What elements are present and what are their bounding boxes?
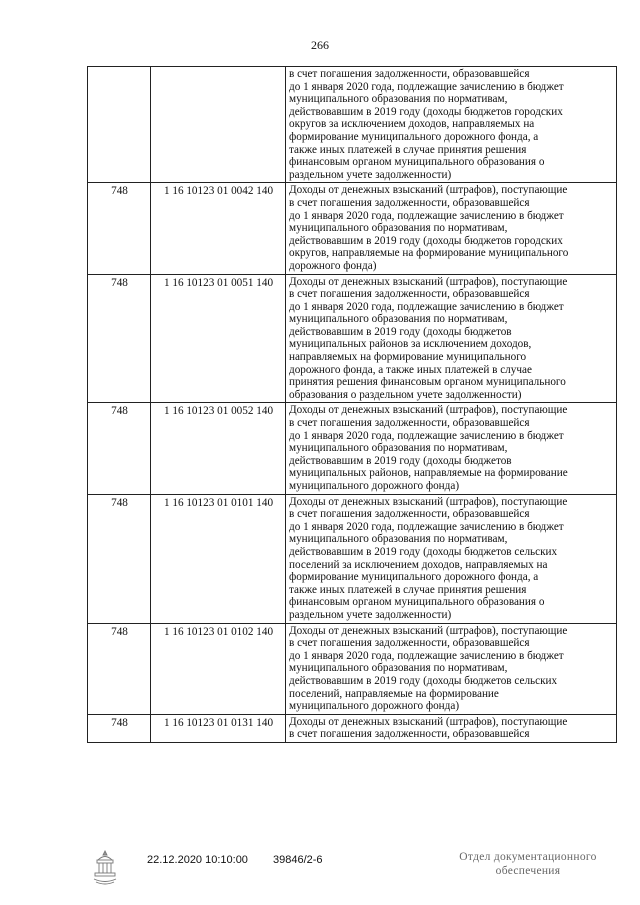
admin-code-cell [88,67,151,183]
table-row [88,623,617,714]
table-row [88,67,617,183]
page-number: 266 [311,38,329,52]
emblem-icon [90,848,120,886]
admin-code-cell: 748 [88,494,151,623]
kbk-code-cell: 1 16 10123 01 0051 140 [151,274,286,403]
admin-code-cell: 748 [88,714,151,742]
admin-code-cell: 748 [88,183,151,274]
kbk-code-cell: 1 16 10123 01 0131 140 [151,714,286,742]
table-row [88,714,617,742]
table-row [88,494,617,623]
table-row [88,274,617,403]
admin-code-cell: 748 [88,403,151,494]
table-row [88,403,617,494]
kbk-code-cell [151,67,286,183]
description-cell: в счет погашения задолженности, образовавшейся до 1 января 2020 года, подлежащие зачислению в бюджет муниципального образования по нормативам, действовавшим в 2019 году (доходы бюджетов городских округов за исключением доходов, направляемых на формирование муниципального дорожного фонда, а также иных платежей в случае принятия решения финансовым органом муниципального образования о раздельном учете задолженности) [286,67,617,183]
kbk-code-cell: 1 16 10123 01 0042 140 [151,183,286,274]
description-cell: Доходы от денежных взысканий (штрафов), поступающие в счет погашения задолженности, образовавшейся до 1 января 2020 года, подлежащие зачислению в бюджет муниципального образования по нормативам, действовавшим в 2019 году (доходы бюджетов сельских поселений за исключением доходов, направляемых на формирование муниципального дорожного фонда, а также иных платежей в случае принятия решения финансовым органом муниципального образования о раздельном учете задолженности) [286,494,617,623]
description-cell: Доходы от денежных взысканий (штрафов), поступающие в счет погашения задолженности, образовавшейся до 1 января 2020 года, подлежащие зачислению в бюджет муниципального образования по нормативам, действовавшим в 2019 году (доходы бюджетов городских округов, направляемые на формирование муниципального дорожного фонда) [286,183,617,274]
stamp-datetime: 22.12.2020 10:10:00 [147,854,248,866]
description-cell: Доходы от денежных взысканий (штрафов), поступающие в счет погашения задолженности, образовавшейся до 1 января 2020 года, подлежащие зачислению в бюджет муниципального образования по нормативам, действовавшим в 2019 году (доходы бюджетов муниципальных районов, направляемые на формирование муниципального дорожного фонда) [286,403,617,494]
table-row [88,183,617,274]
description-cell: Доходы от денежных взысканий (штрафов), поступающие в счет погашения задолженности, образовавшейся до 1 января 2020 года, подлежащие зачислению в бюджет муниципального образования по нормативам, действовавшим в 2019 году (доходы бюджетов сельских поселений, направляемые на формирование муниципального дорожного фонда) [286,623,617,714]
kbk-code-cell: 1 16 10123 01 0101 140 [151,494,286,623]
admin-code-cell: 748 [88,623,151,714]
admin-code-cell: 748 [88,274,151,403]
description-cell: Доходы от денежных взысканий (штрафов), поступающие в счет погашения задолженности, образовавшейся [286,714,617,742]
stamp-doc-code: 39846/2-6 [273,854,323,866]
kbk-code-cell: 1 16 10123 01 0102 140 [151,623,286,714]
revenue-codes-table [87,66,617,743]
table-body [88,67,617,743]
description-cell: Доходы от денежных взысканий (штрафов), поступающие в счет погашения задолженности, образовавшейся до 1 января 2020 года, подлежащие зачислению в бюджет муниципального образования по нормативам, действовавшим в 2019 году (доходы бюджетов муниципальных районов за исключением доходов, направляемых на формирование муниципального дорожного фонда, а также иных платежей в случае принятия решения финансовым органом муниципального образования о раздельном учете задолженности) [286,274,617,403]
department-stamp: Отдел документационного обеспечения [459,851,597,877]
kbk-code-cell: 1 16 10123 01 0052 140 [151,403,286,494]
page-footer [0,846,640,896]
